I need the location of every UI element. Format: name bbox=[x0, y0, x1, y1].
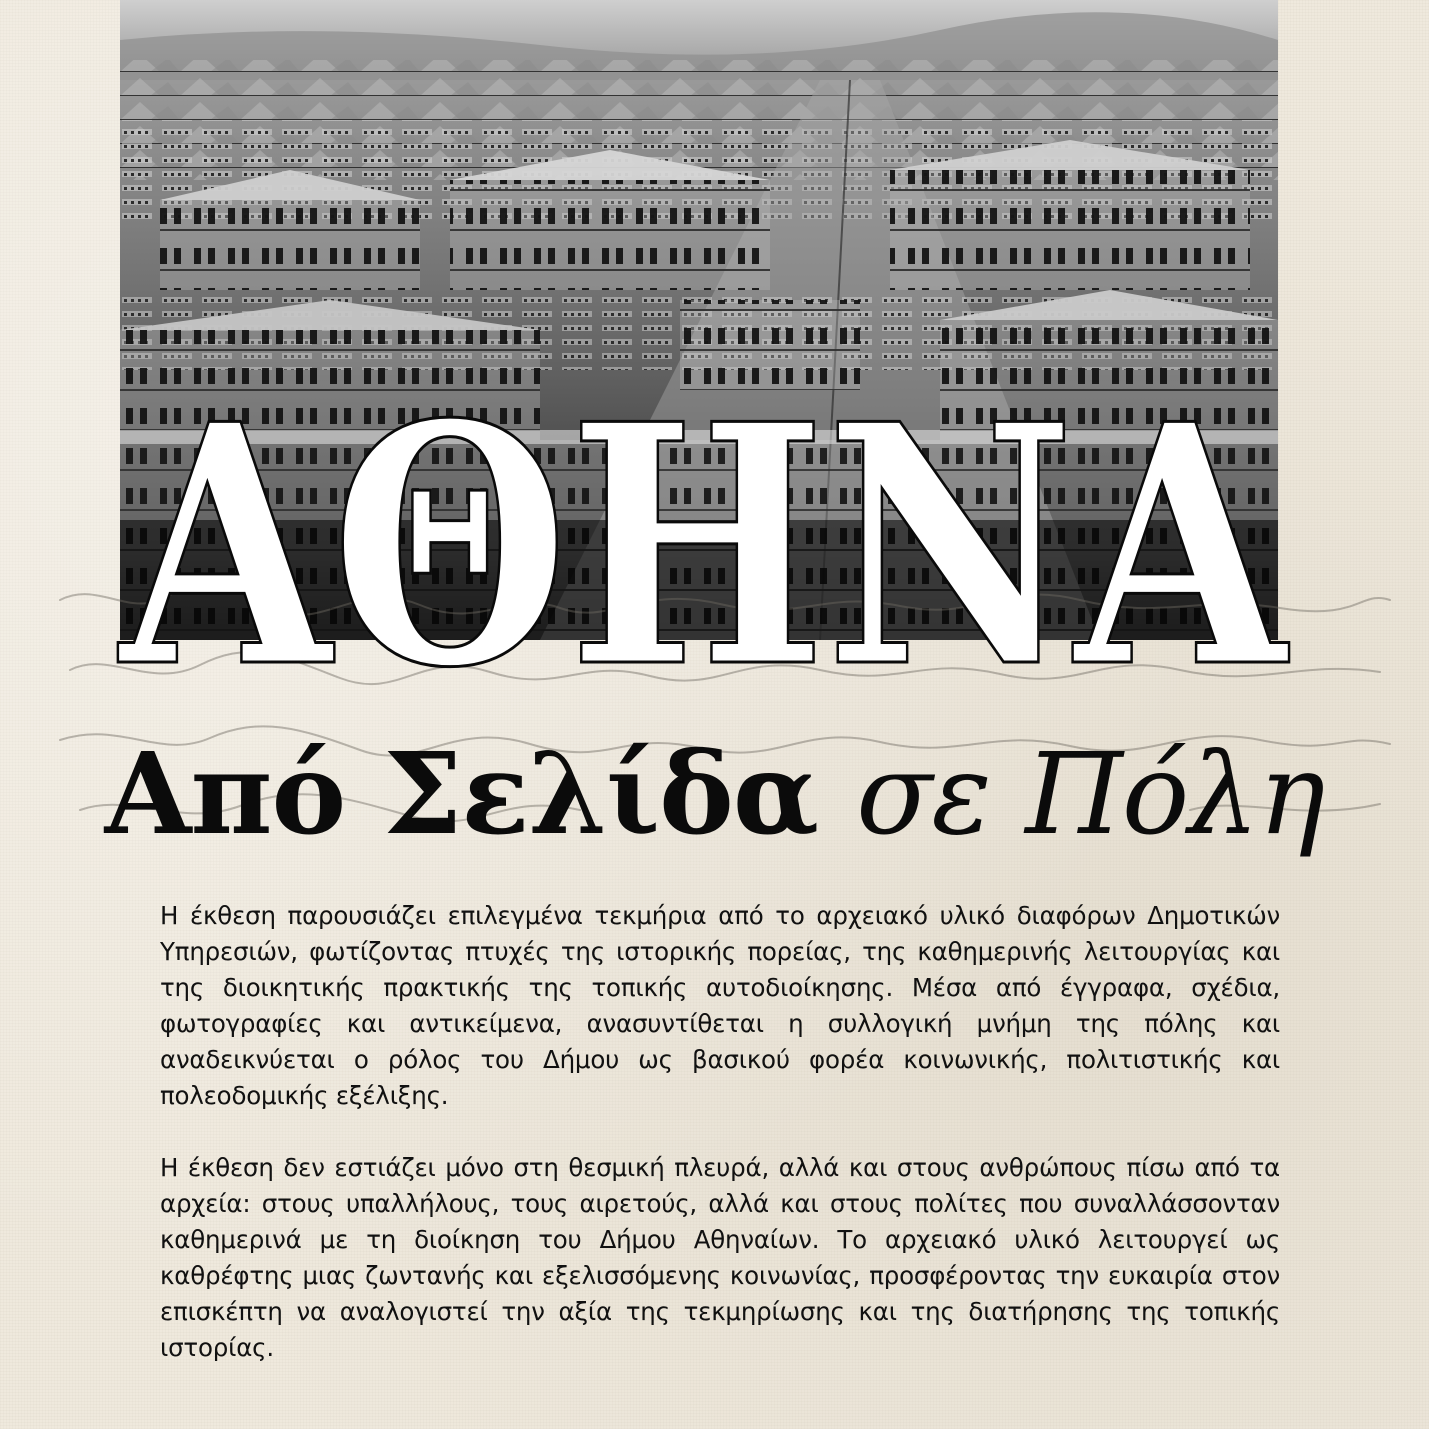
subtitle bbox=[0, 730, 1429, 860]
paragraph-1: Η έκθεση παρουσιάζει επιλεγμένα τεκμήρια από το αρχειακό υλικό διαφόρων Δημοτικών Υπηρεσιών, φωτίζοντας πτυχές της ιστορικής πορείας, της καθημερινής λειτουργίας και της διοικητικής πρακτικής της τοπικής αυτοδιοίκησης. Μέσα από έγγραφα, σχέδια, φωτογραφίες και αντικείμενα, ανασυντίθεται η συλλογική μνήμη της πόλης και αναδεικνύεται ο ρόλος του Δήμου ως βασικού φορέα κοινωνικής, πολιτιστικής και πολεοδομικής εξέλιξης. bbox=[160, 901, 1280, 1110]
subtitle-italic: σε Πόλη bbox=[856, 730, 1325, 860]
description bbox=[160, 898, 1280, 1402]
main-title bbox=[115, 352, 1292, 740]
paragraph-2: Η έκθεση δεν εστιάζει μόνο στη θεσμική πλευρά, αλλά και στους ανθρώπους πίσω από τα αρχεία: στους υπαλλήλους, τους αιρετούς, αλλά και στους πολίτες που συναλλάσσονταν καθημερινά με τη διοίκηση του Δήμου Αθηναίων. Το αρχειακό υλικό λειτουργεί ως καθρέφτης μιας ζωντανής και εξελισσόμενης κοινωνίας, προσφέροντας την ευκαιρία στον επισκέπτη να αναλογιστεί την αξία της τεκμηρίωσης και της διατήρησης της τοπικής ιστορίας. bbox=[160, 1153, 1280, 1362]
main-title-text: ΑΘΗΝΑ bbox=[115, 352, 1292, 740]
subtitle-regular: Από Σελίδα bbox=[104, 729, 819, 860]
